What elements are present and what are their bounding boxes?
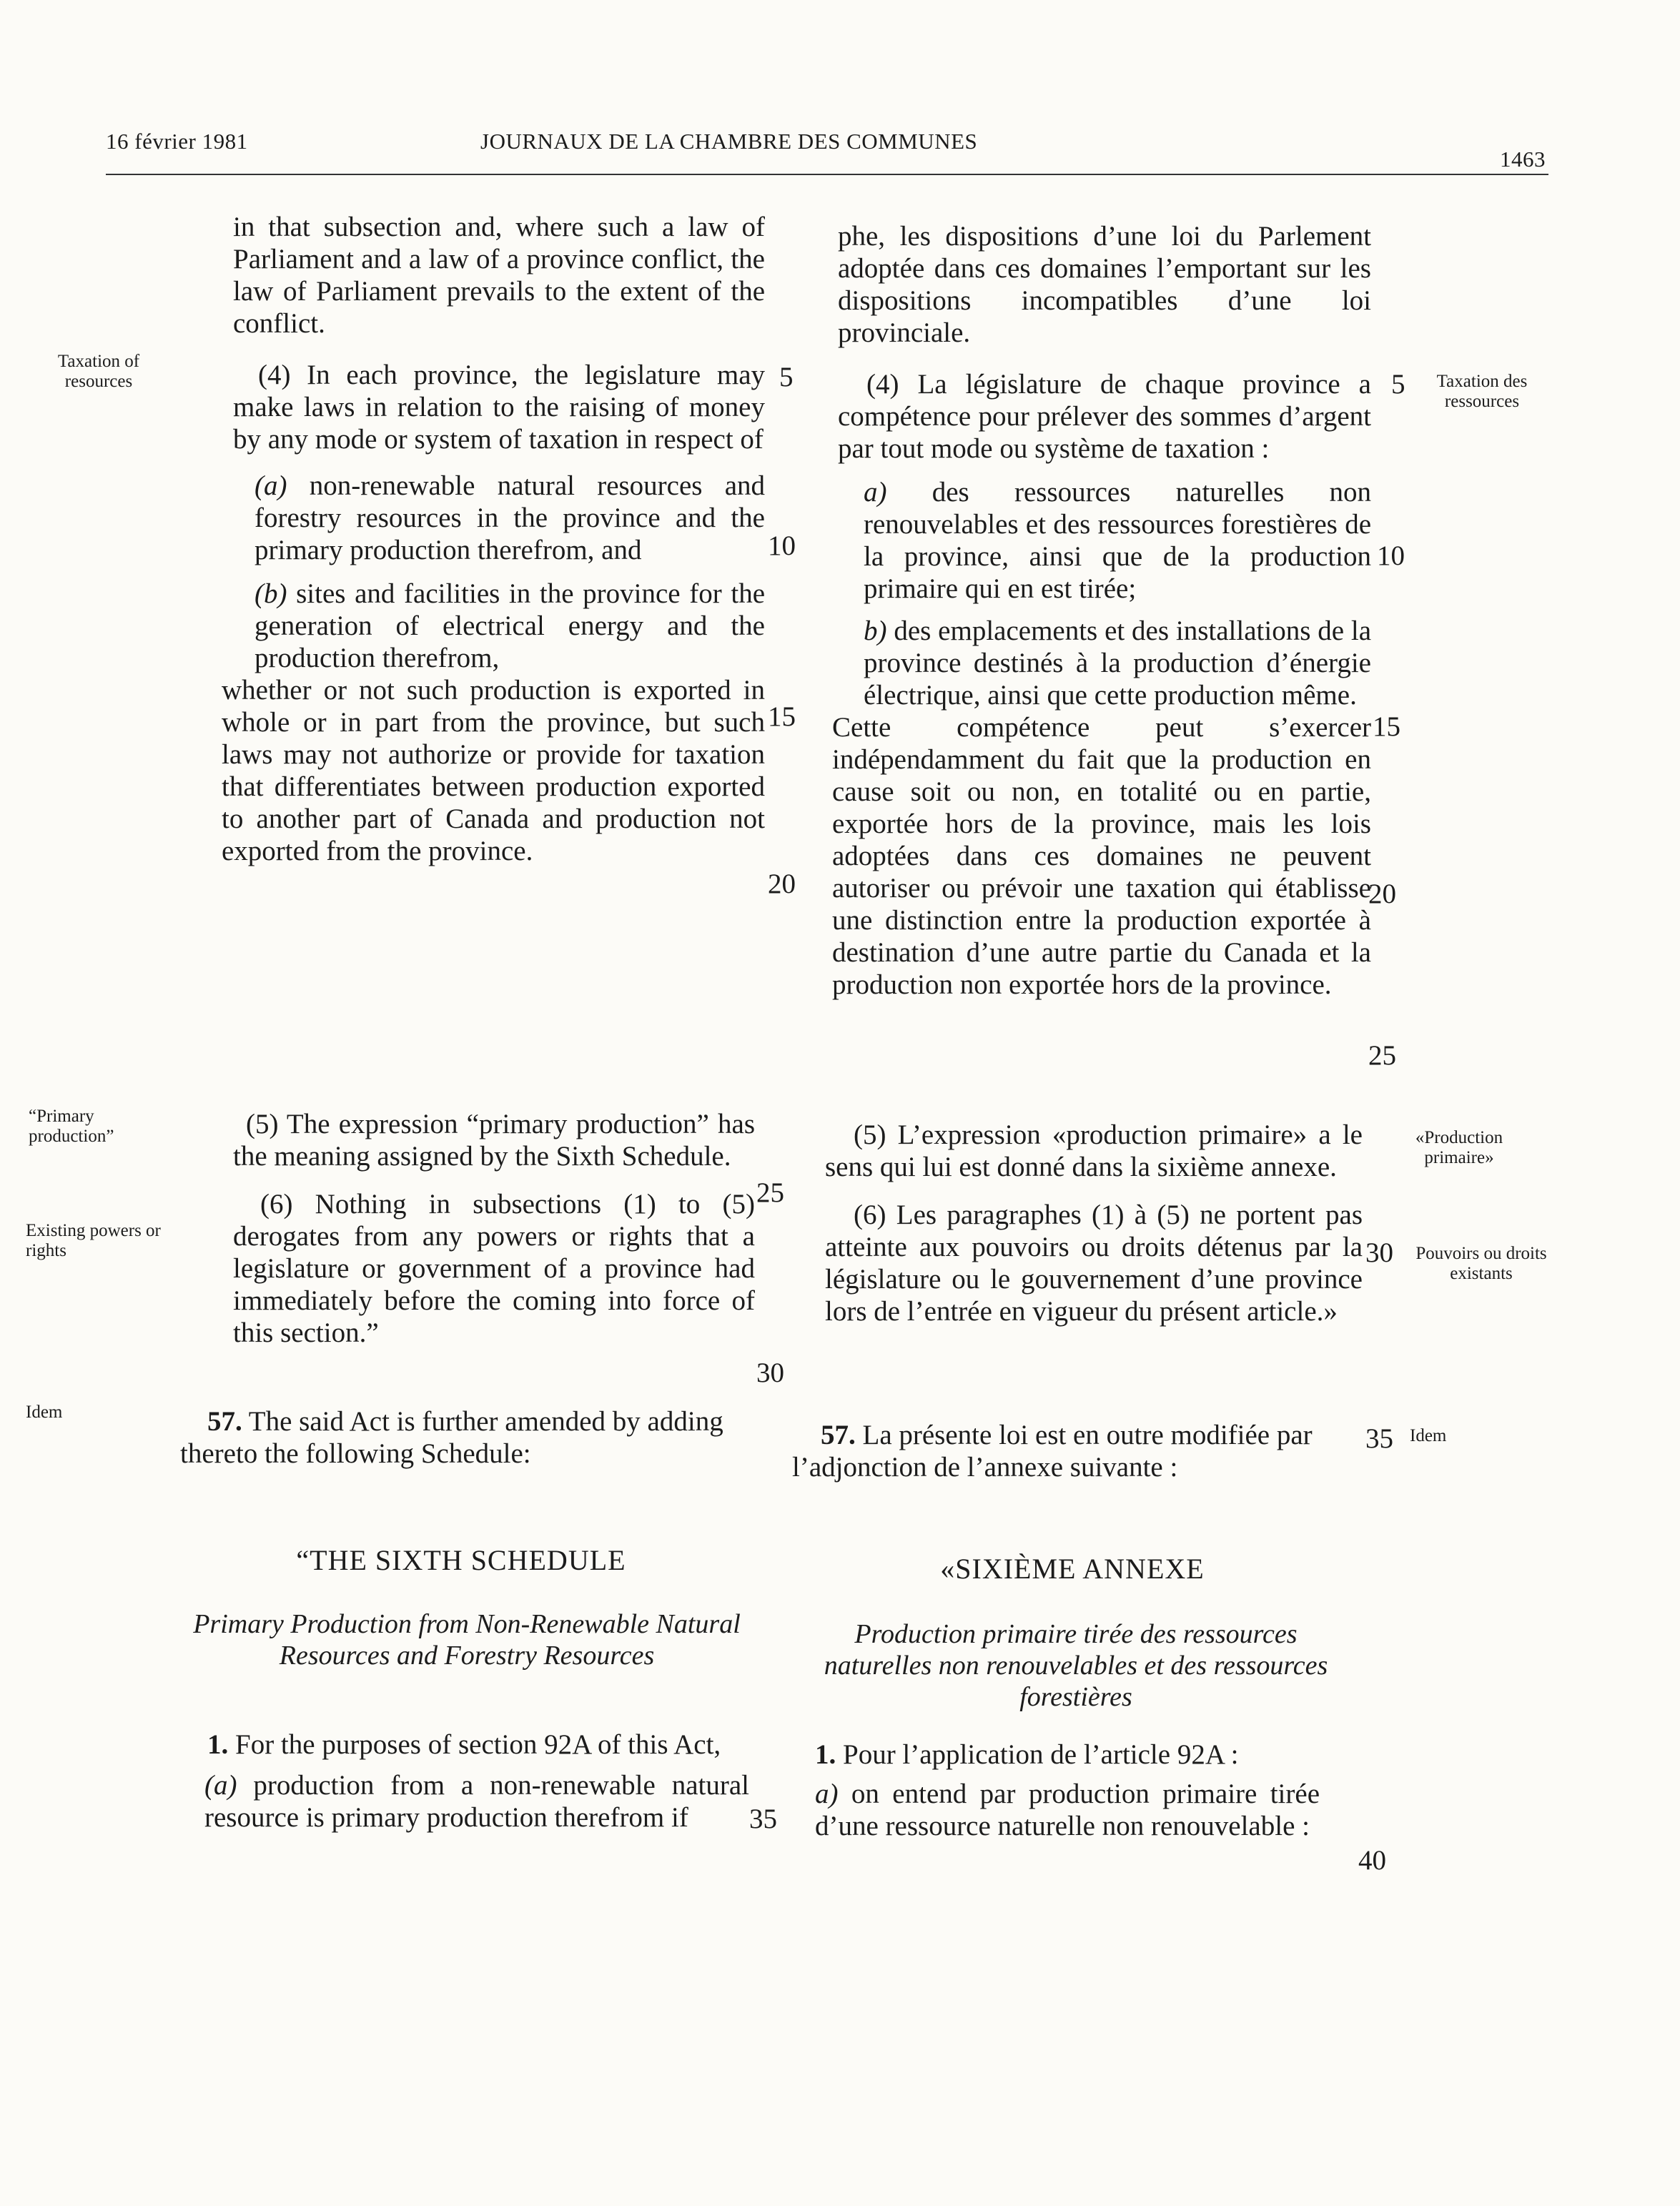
margin-note-idem: Idem bbox=[26, 1403, 63, 1422]
paragraph-number: 1. bbox=[207, 1729, 229, 1760]
english-clause-4a: (a) non-renewable natural resources and forestry resources in the province and the primary production therefrom, and bbox=[255, 470, 766, 565]
margin-note-taxation-fr: Taxation des ressources bbox=[1436, 372, 1528, 411]
line-number-30: 30 bbox=[756, 1357, 784, 1388]
french-clause-4b: b) des emplacements et des installations de la province destinés à la production d’énergie électrique, ainsi que cette production même. bbox=[864, 615, 1371, 711]
english-section-57: 57. The said Act is further amended by adding thereto the following Schedule: bbox=[180, 1406, 723, 1469]
english-column bbox=[222, 211, 766, 867]
line-number-15: 15 bbox=[768, 701, 796, 732]
english-paragraph-1a: (a) production from a non-renewable natural resource is primary production therefrom if bbox=[204, 1770, 749, 1833]
line-number-20: 20 bbox=[768, 869, 796, 899]
journal-title: JOURNAUX DE LA CHAMBRE DES COMMUNES bbox=[480, 129, 978, 154]
english-column-lower bbox=[233, 1108, 755, 1349]
french-subsection-4-tail: Cette compétence peut s’exercer indépendamment du fait que la production en cause soit ou non, en totalité ou en partie, exportée hors de la province, mais les lois adoptées dans ces domaines ne peuvent autoriser ou prévoir une taxation qui établisse une distinction entre la production exportée à destination d’une autre partie du Canada et la production non exportée hors de la province. bbox=[832, 712, 1371, 1000]
margin-note-production-primaire: «Production primaire» bbox=[1415, 1128, 1503, 1167]
line-number-10: 10 bbox=[768, 530, 796, 561]
english-subsection-5: (5) The expression “primary production” has the meaning assigned by the Sixth Schedule. bbox=[233, 1109, 755, 1172]
line-number-30-fr: 30 bbox=[1365, 1237, 1393, 1268]
margin-note-pouvoirs: Pouvoirs ou droits existants bbox=[1415, 1244, 1547, 1283]
header-rule bbox=[106, 174, 1548, 175]
line-number-40-fr: 40 bbox=[1358, 1845, 1386, 1876]
page-number: 1463 bbox=[1500, 147, 1546, 172]
margin-note-primary-production: “Primary production” bbox=[29, 1107, 114, 1146]
clause-label: (b) bbox=[255, 578, 287, 609]
french-subsection-4: (4) La législature de chaque province a compétence pour prélever des sommes d’argent par tout mode ou système de taxation : bbox=[838, 369, 1371, 464]
english-schedule-heading: “THE SIXTH SCHEDULE bbox=[296, 1544, 626, 1576]
margin-note-idem-fr: Idem bbox=[1410, 1426, 1447, 1445]
english-subsection-4: (4) In each province, the legislature may make laws in relation to the raising of money by any mode or system of taxation in respect of bbox=[233, 360, 765, 455]
english-clause-4b: (b) sites and facilities in the province for the generation of electrical energy and the production therefrom, bbox=[255, 578, 766, 673]
clause-label: a) bbox=[815, 1779, 839, 1809]
header-date: 16 février 1981 bbox=[106, 129, 248, 154]
line-number-35-fr: 35 bbox=[1365, 1423, 1393, 1454]
french-schedule-heading: «SIXIÈME ANNEXE bbox=[940, 1553, 1205, 1585]
line-number-20-fr: 20 bbox=[1368, 879, 1396, 909]
french-column-lower bbox=[825, 1119, 1363, 1327]
french-paragraph-1: 1. Pour l’application de l’article 92A : bbox=[815, 1739, 1239, 1770]
english-subsection-6: (6) Nothing in subsections (1) to (5) derogates from any powers or rights that a legislature or government of a province had immediately before the coming into force of this section.” bbox=[233, 1189, 755, 1348]
clause-label: b) bbox=[864, 615, 887, 646]
english-paragraph-1: 1. For the purposes of section 92A of this Act, bbox=[207, 1729, 721, 1760]
french-subsection-6: (6) Les paragraphes (1) à (5) ne portent pas atteinte aux pouvoirs ou droits détenus par la législature ou le gouvernement d’une province lors de l’entrée en vigueur du présent article.» bbox=[825, 1200, 1363, 1327]
french-paragraph-1-block bbox=[815, 1738, 1363, 1842]
line-number-15-fr: 15 bbox=[1373, 711, 1400, 742]
line-number-25: 25 bbox=[756, 1177, 784, 1208]
section-number: 57. bbox=[821, 1420, 856, 1450]
line-number-5: 5 bbox=[779, 362, 794, 392]
french-subsection-5: (5) L’expression «production primaire» a le sens qui lui est donné dans la sixième annexe. bbox=[825, 1119, 1363, 1182]
margin-note-existing-powers: Existing powers or rights bbox=[26, 1221, 161, 1260]
french-column bbox=[832, 220, 1372, 1001]
english-schedule-subheading: Primary Production from Non-Renewable Natural Resources and Forestry Resources bbox=[193, 1609, 741, 1671]
line-number-25-fr: 25 bbox=[1368, 1040, 1396, 1071]
clause-label: a) bbox=[864, 477, 887, 508]
line-number-10-fr: 10 bbox=[1377, 540, 1405, 571]
french-paragraph-1a: a) on entend par production primaire tirée d’une ressource naturelle non renouvelable : bbox=[815, 1779, 1320, 1841]
line-number-5-fr: 5 bbox=[1391, 369, 1405, 400]
french-clause-4a: a) des ressources naturelles non renouvelables et des ressources forestières de la province, ainsi que de la production primaire qui en est tirée; bbox=[864, 477, 1372, 604]
clause-label: (a) bbox=[255, 470, 287, 501]
section-number: 57. bbox=[207, 1406, 242, 1437]
english-intro-paragraph: in that subsection and, where such a law of Parliament and a law of a province conflict, the law of Parliament prevails to the extent of the conflict. bbox=[233, 212, 765, 339]
french-schedule-subheading: Production primaire tirée des ressources naturelles non renouvelables et des ressources forestières bbox=[824, 1619, 1328, 1712]
english-paragraph-1-block bbox=[180, 1728, 749, 1834]
french-section-57: 57. La présente loi est en outre modifiée par l’adjonction de l’annexe suivante : bbox=[792, 1420, 1313, 1483]
margin-note-taxation: Taxation of resources bbox=[57, 352, 140, 391]
paragraph-number: 1. bbox=[815, 1739, 836, 1770]
french-intro-paragraph: phe, les dispositions d’une loi du Parlement adoptée dans ces domaines l’emportant sur les dispositions incompatibles d’une loi provinciale. bbox=[838, 221, 1371, 348]
line-number-35: 35 bbox=[749, 1804, 777, 1834]
clause-label: (a) bbox=[204, 1770, 237, 1801]
english-subsection-4-tail: whether or not such production is exported in whole or in part from the province, but such laws may not authorize or provide for taxation that differentiates between production exported to another part of Canada and production not exported from the province. bbox=[222, 675, 765, 866]
